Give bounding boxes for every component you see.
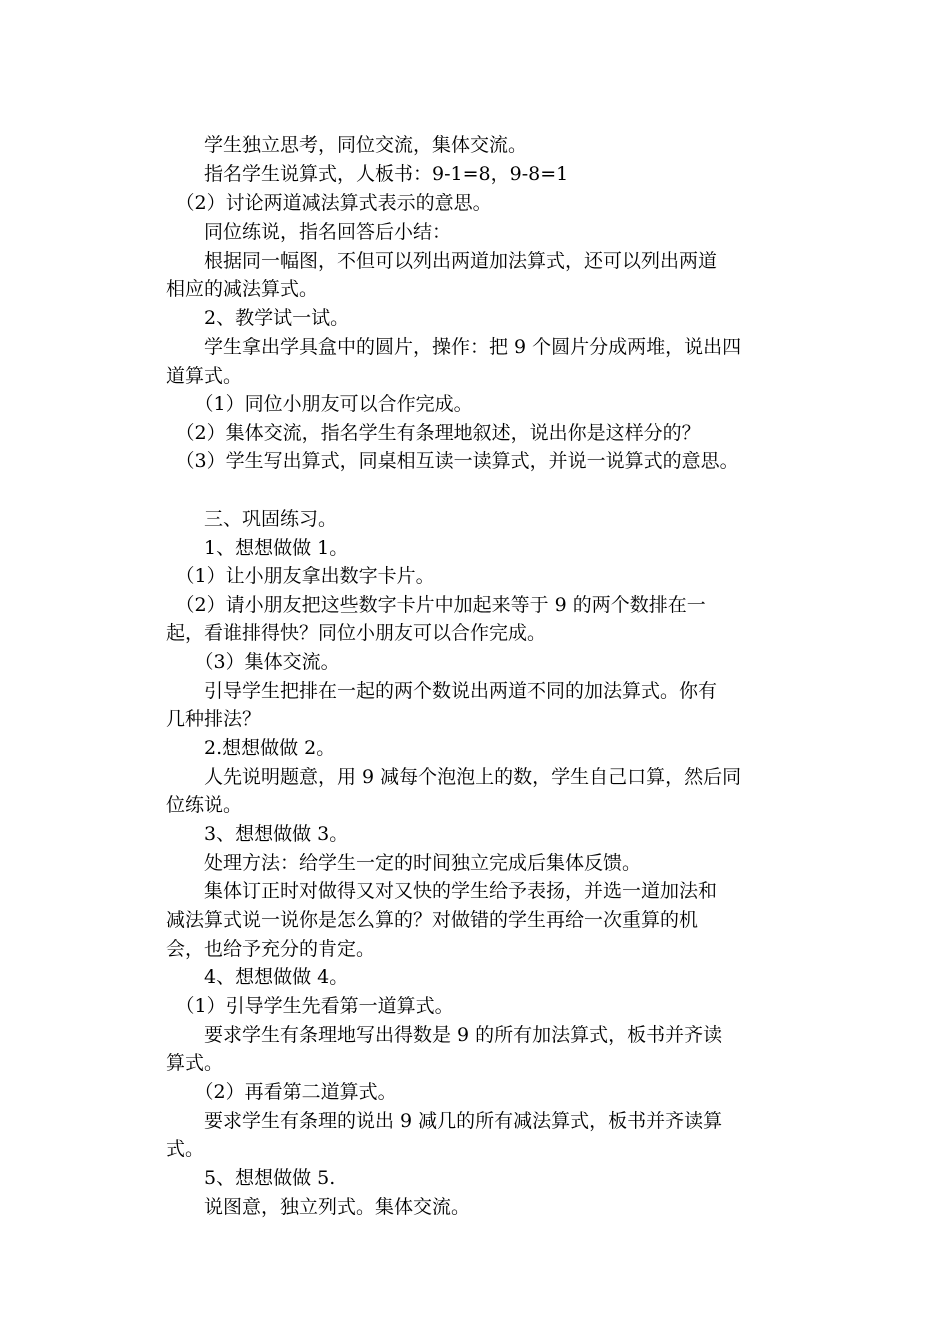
text-line: （2）集体交流，指名学生有条理地叙述，说出你是这样分的？ — [166, 422, 701, 444]
text-line: 人先说明题意，用 9 减每个泡泡上的数，学生自己口算，然后同 — [166, 766, 742, 788]
section-heading: 1、想想做做 1。 — [166, 537, 349, 559]
text-line: （1）引导学生先看第一道算式。 — [166, 995, 454, 1017]
text-line: 说图意，独立列式。集体交流。 — [166, 1196, 471, 1218]
text-line: （3）集体交流。 — [166, 651, 340, 673]
text-line: （3）学生写出算式，同桌相互读一读算式，并说一说算式的意思。 — [166, 450, 739, 472]
text-line: 要求学生有条理地写出得数是 9 的所有加法算式，板书并齐读 — [166, 1024, 723, 1046]
section-heading: 3、想想做做 3。 — [166, 823, 349, 845]
section-heading: 4、想想做做 4。 — [166, 966, 349, 988]
text-line: （1）同位小朋友可以合作完成。 — [166, 393, 473, 415]
text-line: 起，看谁排得快？同位小朋友可以合作完成。 — [166, 622, 547, 644]
text-line: 同位练说，指名回答后小结： — [166, 221, 452, 243]
text-line: 减法算式说一说你是怎么算的？对做错的学生再给一次重算的机 — [166, 909, 699, 931]
section-heading: 三、巩固练习。 — [166, 508, 338, 530]
text-line: 指名学生说算式，人板书：9-1=8，9-8=1 — [166, 163, 569, 185]
text-line: 要求学生有条理的说出 9 减几的所有减法算式，板书并齐读算 — [166, 1110, 723, 1132]
section-heading: 5、想想做做 5. — [166, 1167, 336, 1189]
text-line: （2）再看第二道算式。 — [166, 1081, 397, 1103]
text-line: 根据同一幅图，不但可以列出两道加法算式，还可以列出两道 — [166, 250, 718, 272]
section-heading: 2.想想做做 2。 — [166, 737, 336, 759]
text-line: 位练说。 — [166, 794, 243, 816]
text-line: 几种排法？ — [166, 708, 262, 730]
text-line: 算式。 — [166, 1052, 224, 1074]
text-line: （1）让小朋友拿出数字卡片。 — [166, 565, 435, 587]
text-line: （2）讨论两道减法算式表示的意思。 — [166, 192, 492, 214]
text-line: （2）请小朋友把这些数字卡片中加起来等于 9 的两个数排在一 — [166, 594, 706, 616]
section-heading: 2、教学试一试。 — [166, 307, 350, 329]
text-line: 道算式。 — [166, 365, 243, 387]
text-line: 集体订正时对做得又对又快的学生给予表扬，并选一道加法和 — [166, 880, 718, 902]
text-line: 会，也给予充分的肯定。 — [166, 938, 376, 960]
text-line: 处理方法：给学生一定的时间独立完成后集体反馈。 — [166, 852, 642, 874]
text-line: 式。 — [166, 1138, 205, 1160]
text-line: 学生独立思考，同位交流，集体交流。 — [166, 134, 528, 156]
text-line: 引导学生把排在一起的两个数说出两道不同的加法算式。你有 — [166, 680, 718, 702]
text-line: 相应的减法算式。 — [166, 278, 319, 300]
text-line: 学生拿出学具盒中的圆片，操作：把 9 个圆片分成两堆，说出四 — [166, 336, 742, 358]
